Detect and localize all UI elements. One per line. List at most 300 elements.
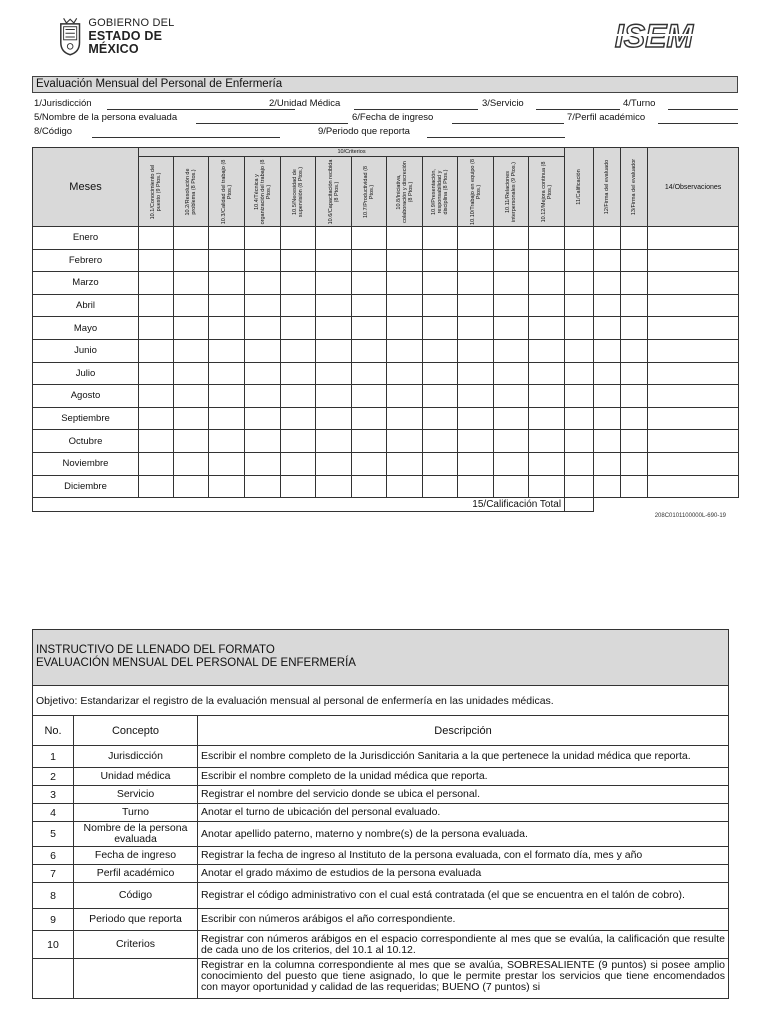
- score-cell[interactable]: [423, 475, 458, 498]
- month-label: Marzo: [33, 272, 139, 295]
- score-cell[interactable]: [316, 407, 352, 430]
- gobierno-logo: [58, 14, 208, 60]
- score-cell[interactable]: [648, 339, 739, 362]
- score-cell[interactable]: [352, 272, 387, 295]
- score-cell[interactable]: [387, 362, 423, 385]
- criterio-header-11: 10.11/Relaciones interpersonales (9 Ptos.): [494, 157, 529, 227]
- score-cell[interactable]: [594, 339, 621, 362]
- score-cell[interactable]: [529, 272, 565, 295]
- score-cell[interactable]: [621, 294, 648, 317]
- row-number: 4: [33, 804, 74, 822]
- score-cell[interactable]: [648, 430, 739, 453]
- score-cell[interactable]: [621, 317, 648, 340]
- score-cell[interactable]: [281, 475, 316, 498]
- row-number: 6: [33, 847, 74, 865]
- instructivo-row: [33, 909, 729, 931]
- score-cell[interactable]: [209, 317, 245, 340]
- score-cell[interactable]: [245, 339, 281, 362]
- score-cell[interactable]: [423, 407, 458, 430]
- score-cell[interactable]: [565, 294, 594, 317]
- score-cell[interactable]: [594, 385, 621, 408]
- score-cell[interactable]: [594, 317, 621, 340]
- score-cell[interactable]: [621, 272, 648, 295]
- score-cell[interactable]: [494, 430, 529, 453]
- score-cell[interactable]: [245, 452, 281, 475]
- score-cell[interactable]: [352, 407, 387, 430]
- score-cell[interactable]: [529, 430, 565, 453]
- score-cell[interactable]: [565, 249, 594, 272]
- score-cell[interactable]: [494, 227, 529, 250]
- score-cell[interactable]: [458, 362, 494, 385]
- codigo-line[interactable]: [92, 137, 280, 138]
- score-cell[interactable]: [458, 339, 494, 362]
- total-blank: [594, 498, 739, 512]
- turno-line[interactable]: [668, 109, 738, 110]
- score-cell[interactable]: [458, 475, 494, 498]
- month-row: [33, 385, 739, 408]
- criterio-header-4: 10.4/Técnica y organización del trabajo (8 Ptos.): [245, 157, 281, 227]
- score-cell[interactable]: [281, 249, 316, 272]
- score-cell[interactable]: [281, 317, 316, 340]
- row-number: 1: [33, 746, 74, 768]
- score-cell[interactable]: [352, 227, 387, 250]
- score-cell[interactable]: [209, 227, 245, 250]
- score-cell[interactable]: [245, 430, 281, 453]
- score-cell[interactable]: [458, 452, 494, 475]
- instructivo-table: [32, 629, 729, 999]
- score-cell[interactable]: [458, 385, 494, 408]
- row-concepto: Jurisdicción: [74, 746, 198, 768]
- criterio-header-12: 10.12/Mejora continua (8 Ptos.): [529, 157, 565, 227]
- score-cell[interactable]: [209, 385, 245, 408]
- score-cell[interactable]: [423, 339, 458, 362]
- instructivo-title: [33, 630, 729, 686]
- score-cell[interactable]: [245, 317, 281, 340]
- instructivo-row: [33, 883, 729, 909]
- score-cell[interactable]: [387, 430, 423, 453]
- score-cell[interactable]: [352, 339, 387, 362]
- instructivo-row: [33, 959, 729, 999]
- score-cell[interactable]: [352, 317, 387, 340]
- score-cell[interactable]: [139, 227, 174, 250]
- row-descripcion: Registrar la fecha de ingreso al Instituto de la persona evaluada, con el formato día, mes y año: [198, 847, 729, 865]
- score-cell[interactable]: [621, 407, 648, 430]
- score-cell[interactable]: [594, 272, 621, 295]
- score-cell[interactable]: [316, 430, 352, 453]
- row-number: 10: [33, 931, 74, 959]
- score-cell[interactable]: [209, 430, 245, 453]
- row-number: 7: [33, 865, 74, 883]
- score-cell[interactable]: [245, 407, 281, 430]
- criterio-header-3: 10.3/Calidad del trabajo (8 Ptos.): [209, 157, 245, 227]
- month-label: Diciembre: [33, 475, 139, 498]
- score-cell[interactable]: [494, 249, 529, 272]
- observaciones-header: 14/Observaciones: [648, 148, 739, 227]
- score-cell[interactable]: [245, 475, 281, 498]
- score-cell[interactable]: [594, 249, 621, 272]
- score-cell[interactable]: [648, 249, 739, 272]
- row-descripcion: Registrar el código administrativo con el cual está contratada (el que se encuentra en el talón de cobro).: [198, 883, 729, 909]
- score-cell[interactable]: [352, 362, 387, 385]
- score-cell[interactable]: [139, 294, 174, 317]
- objetivo: Objetivo: Estandarizar el registro de la evaluación mensual al personal de enfermería en las unidades médicas.: [33, 686, 729, 716]
- score-cell[interactable]: [174, 317, 209, 340]
- score-cell[interactable]: [245, 385, 281, 408]
- score-cell[interactable]: [387, 227, 423, 250]
- field-row-1: [32, 98, 738, 111]
- month-label: Mayo: [33, 317, 139, 340]
- perfil-line[interactable]: [658, 123, 738, 124]
- score-cell[interactable]: [565, 339, 594, 362]
- score-cell[interactable]: [174, 249, 209, 272]
- score-cell[interactable]: [494, 317, 529, 340]
- score-cell[interactable]: [648, 385, 739, 408]
- score-cell[interactable]: [529, 475, 565, 498]
- month-label: Septiembre: [33, 407, 139, 430]
- score-cell[interactable]: [494, 385, 529, 408]
- month-row: [33, 317, 739, 340]
- score-cell[interactable]: [139, 475, 174, 498]
- month-row: [33, 227, 739, 250]
- turno-label: 4/Turno: [623, 98, 656, 109]
- instructivo-row: [33, 822, 729, 847]
- score-cell[interactable]: [352, 249, 387, 272]
- fecha-ingreso-line[interactable]: [452, 123, 564, 124]
- score-cell[interactable]: [565, 407, 594, 430]
- row-number: 3: [33, 786, 74, 804]
- isem-logo: [592, 18, 716, 56]
- score-cell[interactable]: [621, 385, 648, 408]
- score-cell[interactable]: [174, 227, 209, 250]
- score-cell[interactable]: [281, 385, 316, 408]
- criterio-header-7: 10.7/Productividad (8 Ptos.): [352, 157, 387, 227]
- score-cell[interactable]: [494, 407, 529, 430]
- month-label: Julio: [33, 362, 139, 385]
- score-cell[interactable]: [209, 294, 245, 317]
- periodo-line[interactable]: [427, 137, 565, 138]
- page-header: [0, 8, 768, 64]
- score-cell[interactable]: [423, 452, 458, 475]
- score-cell[interactable]: [423, 272, 458, 295]
- month-row: [33, 272, 739, 295]
- month-label: Febrero: [33, 249, 139, 272]
- score-cell[interactable]: [458, 272, 494, 295]
- score-cell[interactable]: [139, 385, 174, 408]
- score-cell[interactable]: [529, 339, 565, 362]
- score-cell[interactable]: [352, 430, 387, 453]
- score-cell[interactable]: [139, 249, 174, 272]
- calificacion-header: 11/Calificación: [565, 148, 594, 227]
- evaluation-table: [32, 147, 739, 512]
- field-row-3: [32, 126, 738, 139]
- row-number: [33, 959, 74, 999]
- score-cell[interactable]: [648, 272, 739, 295]
- score-cell[interactable]: [209, 452, 245, 475]
- score-cell[interactable]: [174, 430, 209, 453]
- instructivo-row: [33, 931, 729, 959]
- score-cell[interactable]: [565, 317, 594, 340]
- score-cell[interactable]: [352, 294, 387, 317]
- score-cell[interactable]: [245, 294, 281, 317]
- instructivo-row: [33, 847, 729, 865]
- score-cell[interactable]: [387, 317, 423, 340]
- score-cell[interactable]: [245, 272, 281, 295]
- month-label: Noviembre: [33, 452, 139, 475]
- score-cell[interactable]: [352, 452, 387, 475]
- instructivo-title-line-1: INSTRUCTIVO DE LLENADO DEL FORMATO: [36, 644, 275, 656]
- score-cell[interactable]: [494, 294, 529, 317]
- score-cell[interactable]: [458, 407, 494, 430]
- score-cell[interactable]: [281, 227, 316, 250]
- score-cell[interactable]: [139, 430, 174, 453]
- score-cell[interactable]: [594, 362, 621, 385]
- firma-evaluado-header: 12/Firma del evaluado: [594, 148, 621, 227]
- row-concepto: Unidad médica: [74, 768, 198, 786]
- score-cell[interactable]: [621, 249, 648, 272]
- score-cell[interactable]: [245, 249, 281, 272]
- score-cell[interactable]: [423, 362, 458, 385]
- row-descripcion: Escribir el nombre completo de la Jurisdicción Sanitaria a la que pertenece la unidad médica que reporta.: [198, 746, 729, 768]
- score-cell[interactable]: [139, 362, 174, 385]
- score-cell[interactable]: [621, 475, 648, 498]
- month-row: [33, 452, 739, 475]
- score-cell[interactable]: [565, 452, 594, 475]
- month-row: [33, 475, 739, 498]
- score-cell[interactable]: [594, 227, 621, 250]
- score-cell[interactable]: [316, 385, 352, 408]
- score-cell[interactable]: [387, 475, 423, 498]
- score-cell[interactable]: [565, 272, 594, 295]
- row-concepto: Código: [74, 883, 198, 909]
- score-cell[interactable]: [594, 294, 621, 317]
- row-descripcion: Registrar en la columna correspondiente al mes que se avalúa, SOBRESALIENTE (9 puntos) si posee amplio conocimiento del puesto que tiene asignado, lo que le permite prestar los servicios que tiene encomendados con mayor oportunidad y calidad de las requeridas; BUENO (7 puntos) si: [198, 959, 729, 999]
- score-cell[interactable]: [316, 362, 352, 385]
- score-cell[interactable]: [648, 294, 739, 317]
- score-cell[interactable]: [139, 317, 174, 340]
- score-cell[interactable]: [529, 452, 565, 475]
- score-cell[interactable]: [281, 294, 316, 317]
- row-concepto: Periodo que reporta: [74, 909, 198, 931]
- score-cell[interactable]: [423, 430, 458, 453]
- unidad-medica-label: 2/Unidad Médica: [269, 98, 341, 109]
- score-cell[interactable]: [209, 272, 245, 295]
- score-cell[interactable]: [281, 430, 316, 453]
- row-descripcion: Registrar el nombre del servicio donde se ubica el personal.: [198, 786, 729, 804]
- score-cell[interactable]: [387, 249, 423, 272]
- score-cell[interactable]: [316, 339, 352, 362]
- score-cell[interactable]: [245, 362, 281, 385]
- score-cell[interactable]: [174, 475, 209, 498]
- score-cell[interactable]: [621, 362, 648, 385]
- score-cell[interactable]: [565, 475, 594, 498]
- score-cell[interactable]: [529, 294, 565, 317]
- month-row: [33, 294, 739, 317]
- score-cell[interactable]: [174, 452, 209, 475]
- score-cell[interactable]: [529, 407, 565, 430]
- score-cell[interactable]: [387, 385, 423, 408]
- criterio-header-5: 10.5/Necesidad de supervisión (8 Ptos.): [281, 157, 316, 227]
- coat-of-arms-icon: [58, 17, 82, 57]
- score-cell[interactable]: [387, 294, 423, 317]
- score-cell[interactable]: [387, 452, 423, 475]
- score-cell[interactable]: [139, 407, 174, 430]
- score-cell[interactable]: [352, 475, 387, 498]
- month-row: [33, 339, 739, 362]
- criterio-header-6: 10.6/Capacitación recibida (8 Ptos.): [316, 157, 352, 227]
- score-cell[interactable]: [621, 452, 648, 475]
- fecha-ingreso-label: 6/Fecha de ingreso: [352, 112, 434, 123]
- row-number: 9: [33, 909, 74, 931]
- row-number: 8: [33, 883, 74, 909]
- score-cell[interactable]: [621, 339, 648, 362]
- score-cell[interactable]: [209, 407, 245, 430]
- score-cell[interactable]: [423, 385, 458, 408]
- col-no-header: No.: [33, 716, 74, 746]
- score-cell[interactable]: [621, 430, 648, 453]
- score-cell[interactable]: [494, 452, 529, 475]
- score-cell[interactable]: [174, 294, 209, 317]
- nombre-line[interactable]: [196, 123, 348, 124]
- score-cell[interactable]: [281, 339, 316, 362]
- score-cell[interactable]: [245, 227, 281, 250]
- row-concepto: [74, 959, 198, 999]
- row-number: 5: [33, 822, 74, 847]
- month-row: [33, 249, 739, 272]
- score-cell[interactable]: [594, 407, 621, 430]
- criterio-header-2: 10.2/Resolución de problema (8 Ptos.): [174, 157, 209, 227]
- total-value-cell[interactable]: [565, 498, 594, 512]
- score-cell[interactable]: [281, 272, 316, 295]
- score-cell[interactable]: [281, 362, 316, 385]
- score-cell[interactable]: [316, 272, 352, 295]
- instructivo-row: [33, 865, 729, 883]
- score-cell[interactable]: [529, 249, 565, 272]
- score-cell[interactable]: [316, 452, 352, 475]
- score-cell[interactable]: [209, 475, 245, 498]
- score-cell[interactable]: [387, 407, 423, 430]
- instructivo-title-line-2: EVALUACIÓN MENSUAL DEL PERSONAL DE ENFERMERÍA: [36, 657, 356, 669]
- score-cell[interactable]: [458, 430, 494, 453]
- score-cell[interactable]: [316, 317, 352, 340]
- score-cell[interactable]: [423, 249, 458, 272]
- score-cell[interactable]: [281, 407, 316, 430]
- score-cell[interactable]: [174, 272, 209, 295]
- score-cell[interactable]: [316, 227, 352, 250]
- row-descripcion: Anotar el grado máximo de estudios de la persona evaluada: [198, 865, 729, 883]
- score-cell[interactable]: [352, 385, 387, 408]
- month-label: Junio: [33, 339, 139, 362]
- score-cell[interactable]: [594, 452, 621, 475]
- score-cell[interactable]: [494, 362, 529, 385]
- form-code: 208C0101100000L-690-19: [654, 513, 726, 519]
- score-cell[interactable]: [458, 294, 494, 317]
- instructivo-row: [33, 768, 729, 786]
- score-cell[interactable]: [594, 430, 621, 453]
- score-cell[interactable]: [565, 385, 594, 408]
- score-cell[interactable]: [648, 475, 739, 498]
- criterio-header-8: 10.8/Iniciativa, colaboración y discreción (8 Ptos.): [387, 157, 423, 227]
- score-cell[interactable]: [174, 339, 209, 362]
- score-cell[interactable]: [494, 272, 529, 295]
- codigo-label: 8/Código: [34, 126, 73, 137]
- criterio-header-1: 10.1/Conocimiento del puesto (9 Ptos.): [139, 157, 174, 227]
- row-descripcion: Escribir con números arábigos el año correspondiente.: [198, 909, 729, 931]
- score-cell[interactable]: [648, 227, 739, 250]
- score-cell[interactable]: [648, 317, 739, 340]
- score-cell[interactable]: [209, 362, 245, 385]
- score-cell[interactable]: [494, 339, 529, 362]
- score-cell[interactable]: [387, 339, 423, 362]
- score-cell[interactable]: [174, 362, 209, 385]
- criterio-header-10: 10.10/Trabajo en equipo (8 Ptos.): [458, 157, 494, 227]
- score-cell[interactable]: [139, 272, 174, 295]
- gobierno-line-2: ESTADO DE MÉXICO: [88, 28, 163, 56]
- score-cell[interactable]: [529, 362, 565, 385]
- servicio-label: 3/Servicio: [482, 98, 524, 109]
- score-cell[interactable]: [621, 227, 648, 250]
- unidad-medica-line[interactable]: [354, 109, 478, 110]
- row-number: 2: [33, 768, 74, 786]
- col-descripcion-header: Descripción: [198, 716, 729, 746]
- score-cell[interactable]: [529, 385, 565, 408]
- score-cell[interactable]: [529, 317, 565, 340]
- instructivo-row: [33, 804, 729, 822]
- field-row-2: [32, 112, 738, 125]
- score-cell[interactable]: [648, 452, 739, 475]
- score-cell[interactable]: [387, 272, 423, 295]
- row-concepto: Fecha de ingreso: [74, 847, 198, 865]
- score-cell[interactable]: [174, 385, 209, 408]
- servicio-line[interactable]: [536, 109, 620, 110]
- score-cell[interactable]: [316, 294, 352, 317]
- score-cell[interactable]: [529, 227, 565, 250]
- score-cell[interactable]: [423, 294, 458, 317]
- score-cell[interactable]: [209, 249, 245, 272]
- firma-evaluador-header: 13/Firma del evaluador: [621, 148, 648, 227]
- score-cell[interactable]: [139, 339, 174, 362]
- score-cell[interactable]: [565, 362, 594, 385]
- month-label: Agosto: [33, 385, 139, 408]
- score-cell[interactable]: [648, 362, 739, 385]
- month-row: [33, 362, 739, 385]
- score-cell[interactable]: [494, 475, 529, 498]
- score-cell[interactable]: [565, 430, 594, 453]
- score-cell[interactable]: [458, 317, 494, 340]
- form-title: Evaluación Mensual del Personal de Enfermería: [32, 76, 738, 93]
- score-cell[interactable]: [139, 452, 174, 475]
- row-concepto: Turno: [74, 804, 198, 822]
- score-cell[interactable]: [316, 249, 352, 272]
- total-label: 15/Calificación Total: [33, 498, 565, 512]
- score-cell[interactable]: [316, 475, 352, 498]
- score-cell[interactable]: [648, 407, 739, 430]
- score-cell[interactable]: [423, 317, 458, 340]
- score-cell[interactable]: [565, 227, 594, 250]
- score-cell[interactable]: [423, 227, 458, 250]
- score-cell[interactable]: [281, 452, 316, 475]
- score-cell[interactable]: [594, 475, 621, 498]
- score-cell[interactable]: [458, 249, 494, 272]
- month-label: Enero: [33, 227, 139, 250]
- row-concepto: Perfil académico: [74, 865, 198, 883]
- criterio-header-9: 10.9/Presentación, responsabilidad y disciplina (8 Ptos.): [423, 157, 458, 227]
- jurisdiccion-line[interactable]: [107, 109, 295, 110]
- total-row: [33, 498, 739, 512]
- row-concepto: Servicio: [74, 786, 198, 804]
- score-cell[interactable]: [209, 339, 245, 362]
- score-cell[interactable]: [174, 407, 209, 430]
- score-cell[interactable]: [458, 227, 494, 250]
